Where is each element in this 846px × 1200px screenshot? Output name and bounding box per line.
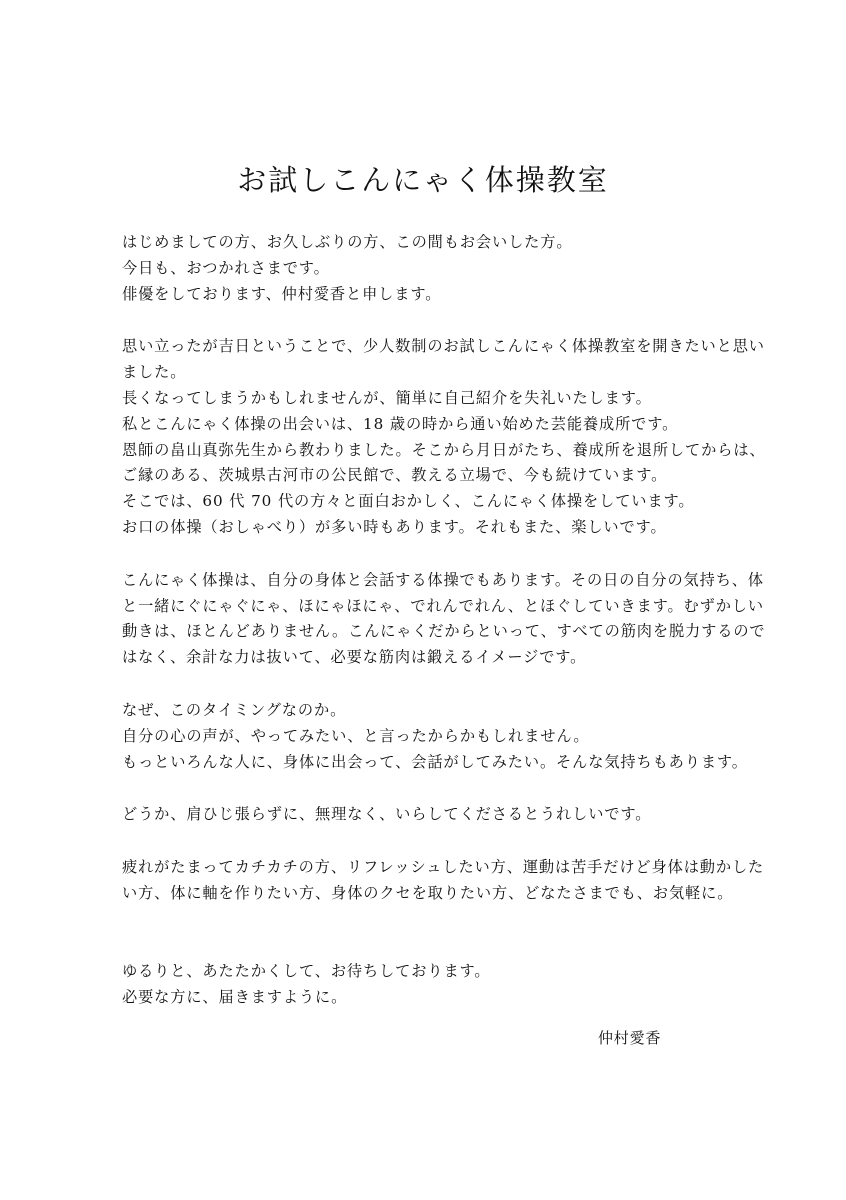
text-line: 疲れがたまってカチカチの方、リフレッシュしたい方、運動は苦手だけど身体は動かした	[122, 858, 765, 877]
author-signature: 仲村愛香	[598, 1029, 662, 1047]
text-line: 恩師の畠山真弥先生から教わりました。そこから月日がたち、養成所を退所してからは、	[122, 440, 766, 459]
text-line: と一緒にぐにゃぐにゃ、ほにゃほにゃ、でれんでれん、とほぐしていきます。むずかしい	[122, 596, 764, 615]
paragraph-introduction	[122, 334, 766, 540]
paragraph-why-now	[122, 698, 748, 775]
text-line: こんにゃく体操は、自分の身体と会話する体操でもあります。その日の自分の気持ち、体	[122, 570, 764, 589]
text-line: 俳優をしております、仲村愛香と申します。	[122, 284, 442, 303]
text-line: ご縁のある、茨城県古河市の公民館で、教える立場で、今も続けています。	[122, 466, 668, 485]
text-line: 自分の心の声が、やってみたい、と言ったからかもしれません。	[122, 726, 590, 745]
document-body	[122, 230, 766, 1010]
paragraph-invitation	[122, 802, 742, 828]
text-line: お口の体操（おしゃべり）が多い時もあります。それもまた、楽しいです。	[122, 517, 667, 536]
document-title: お試しこんにゃく体操教室	[237, 163, 609, 197]
text-line: ました。	[122, 363, 187, 382]
paragraph-closing	[122, 959, 742, 1011]
text-line: 動きは、ほとんどありません。こんにゃくだからといって、すべての筋肉を脱力するので	[122, 622, 766, 641]
text-line: どうか、肩ひじ張らずに、無理なく、いらしてくださるとうれしいです。	[122, 805, 652, 824]
text-line: はなく、余計な力は抜いて、必要な筋肉は鍛えるイメージです。	[122, 648, 587, 667]
paragraph-greeting	[122, 230, 742, 307]
text-line: ゆるりと、あたたかくして、お待ちしております。	[122, 961, 491, 980]
text-line: 私とこんにゃく体操の出会いは、18 歳の時から通い始めた芸能養成所です。	[122, 414, 679, 433]
text-line: い方、体に軸を作りたい方、身体のクセを取りたい方、どなたさまでも、お気軽に。	[122, 883, 734, 902]
text-line: 思い立ったが吉日ということで、少人数制のお試しこんにゃく体操教室を開きたいと思い	[122, 337, 765, 356]
text-line: 必要な方に、届きますように。	[122, 987, 348, 1006]
text-line: はじめましての方、お久しぶりの方、この間もお会いした方。	[122, 233, 573, 251]
text-line: そこでは、60 代 70 代の方々と面白おかしく、こんにゃく体操をしています。	[122, 492, 695, 511]
text-line: もっといろんな人に、身体に出会って、会話がしてみたい。そんな気持ちもあります。	[122, 752, 748, 771]
text-line: なぜ、このタイミングなのか。	[122, 700, 347, 719]
paragraph-about-exercise	[122, 568, 766, 671]
text-line: 今日も、おつかれさまです。	[122, 258, 330, 277]
text-line: 長くなってしまうかもしれませんが、簡単に自己紹介を失礼いたします。	[122, 388, 652, 407]
paragraph-who-welcome	[122, 855, 765, 907]
